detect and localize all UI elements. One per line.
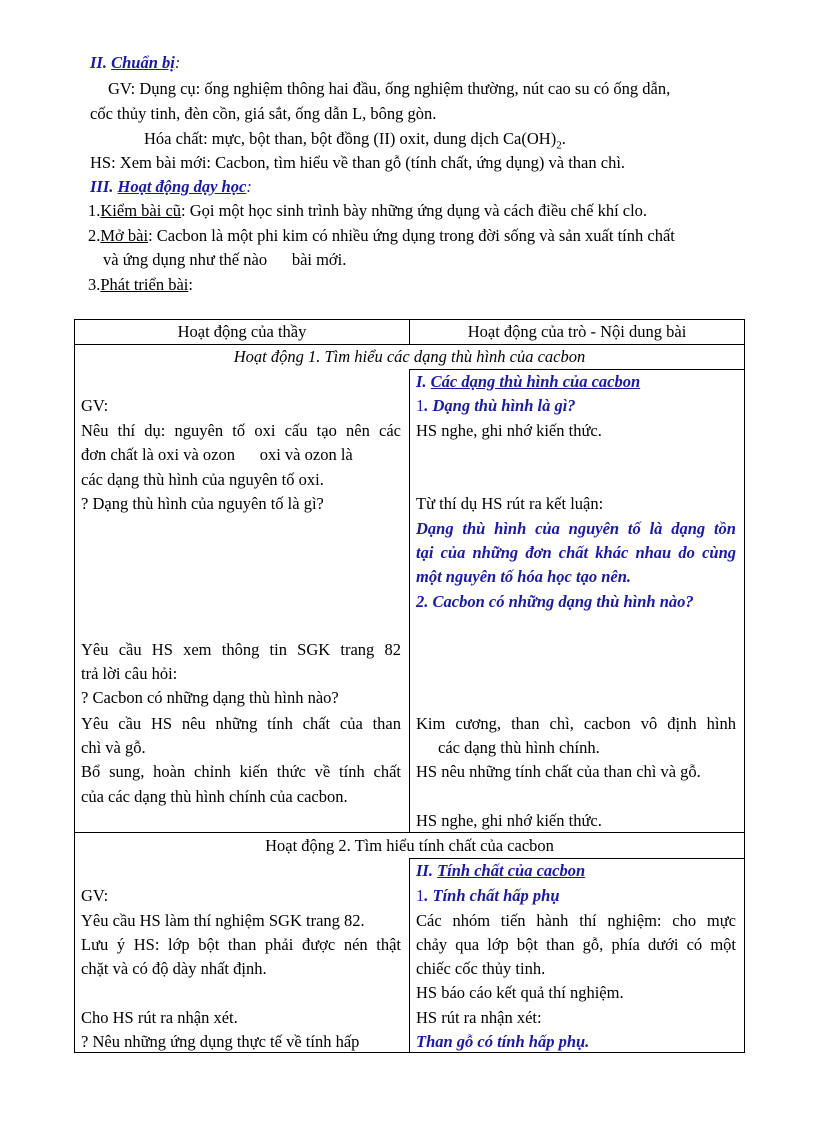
step-2-line2: và ứng dụng như thế nào bài mới. — [103, 250, 347, 269]
activity-1-title-row — [75, 345, 745, 370]
col-header-teacher: Hoạt động của thầy — [75, 320, 410, 345]
activity-2-teacher-cell: GV: Yêu cầu HS làm thí nghiệm SGK trang 82. Lưu ý HS: lớp bột than phải được nén thật chặt và có độ dày nhất định. Cho HS rút ra nhận xét. ? Nêu những ứng dụng thực tế về tính hấp — [81, 885, 401, 1051]
step-1: 1.Kiểm bài cũ: Gọi một học sinh trình bày những ứng dụng và cách điều chế khí clo. — [88, 201, 648, 220]
step-1-label: Kiểm bài cũ — [100, 201, 182, 220]
prep-heading-title: Chuẩn bị — [111, 53, 175, 72]
activity-1-teacher-cell: GV: Nêu thí dụ: nguyên tố oxi cấu tạo nên các đơn chất là oxi và ozon oxi và ozon là các dạng thù hình của nguyên tố oxi. ? Dạng thù hình của nguyên tố là gì? Yêu cầu HS xem thông tin SGK trang 82 trả lời câu hỏi: ? Cacbon có những dạng thù hình nào? Yêu cầu HS nêu những tính chất của than chì và gỗ. Bổ sung, hoàn chỉnh kiến thức về tính chất của các dạng thù hình chính của cacbon. — [81, 395, 401, 806]
lesson-table — [74, 319, 745, 1053]
activity-1-content-row — [75, 370, 745, 833]
prep-gv-line2: cốc thủy tinh, đèn cồn, giá sắt, ống dẫn L, bông gòn. — [90, 104, 437, 123]
prep-chemicals: Hóa chất: mực, bột than, bột đồng (II) oxit, dung dịch $Ca(OH)_2$. — [144, 129, 566, 152]
activity-2-content-row — [75, 859, 745, 1053]
activity-2-title-row — [75, 833, 745, 859]
prep-heading-number: II. — [90, 53, 107, 72]
activity-2-title: Hoạt động 2. Tìm hiểu tính chất của cacbon — [265, 836, 554, 855]
adsorption-result: Than gỗ có tính hấp phụ. — [416, 1032, 590, 1051]
activities-heading-title: Hoạt động dạy học — [117, 177, 247, 196]
col-header-student: Hoạt động của trò - Nội dung bài — [410, 320, 745, 345]
prep-hs-line: HS: Xem bài mới: Cacbon, tìm hiểu về than gỗ (tính chất, ứng dụng) và than chì. — [90, 153, 626, 172]
step-3-label: Phát triển bài — [100, 275, 189, 294]
activity-1-title: Hoạt động 1. Tìm hiểu các dạng thù hình của cacbon — [233, 347, 586, 366]
section-1-sub2: 2. Cacbon có những dạng thù hình nào? — [416, 592, 694, 611]
prep-gv-line1: GV: Dụng cụ: ống nghiệm thông hai đầu, ống nghiệm thường, nút cao su có ống dẫn, — [108, 79, 671, 98]
section-1-heading: I. Các dạng thù hình của cacbon — [416, 372, 641, 391]
activity-2-student-cell: II. Tính chất của cacbon 1. Tính chất hấp phụ Các nhóm tiến hành thí nghiệm: cho mực chảy qua lớp bột than gỗ, phía dưới có một chiếc cốc thủy tinh. HS báo cáo kết quả thí nghiệm. HS rút ra nhận xét: Than gỗ có tính hấp phụ. — [416, 861, 736, 1051]
step-2-label: Mở bài — [100, 226, 149, 245]
section-2-heading: II. Tính chất của cacbon — [416, 861, 586, 880]
prep-heading: II. Chuẩn bị: — [90, 53, 181, 72]
activity-1-student-cell: I. Các dạng thù hình của cacbon 1. Dạng thù hình là gì? HS nghe, ghi nhớ kiến thức. Từ thí dụ HS rút ra kết luận: Dạng thù hình của nguyên tố là dạng tồn tại của những đơn chất khác nhau do cùng một nguyên tố hóa học tạo nên. 2. Cacbon có những dạng thù hình nào? Kim cương, than chì, cacbon vô định hình các dạng thù hình chính. HS nêu những tính chất của than chì và gỗ. HS nghe, ghi nhớ kiến thức. — [416, 372, 736, 830]
step-3: 3.Phát triển bài: — [88, 275, 193, 294]
teacher-example-line2: đơn chất là oxi và ozon oxi và ozon là — [81, 444, 353, 464]
step-2: 2.Mở bài: Cacbon là một phi kim có nhiều ứng dụng trong đời sống và sản xuất tính chất — [88, 226, 675, 245]
activities-heading: III. Hoạt động dạy học: — [90, 177, 252, 196]
table-header-row — [75, 320, 745, 345]
